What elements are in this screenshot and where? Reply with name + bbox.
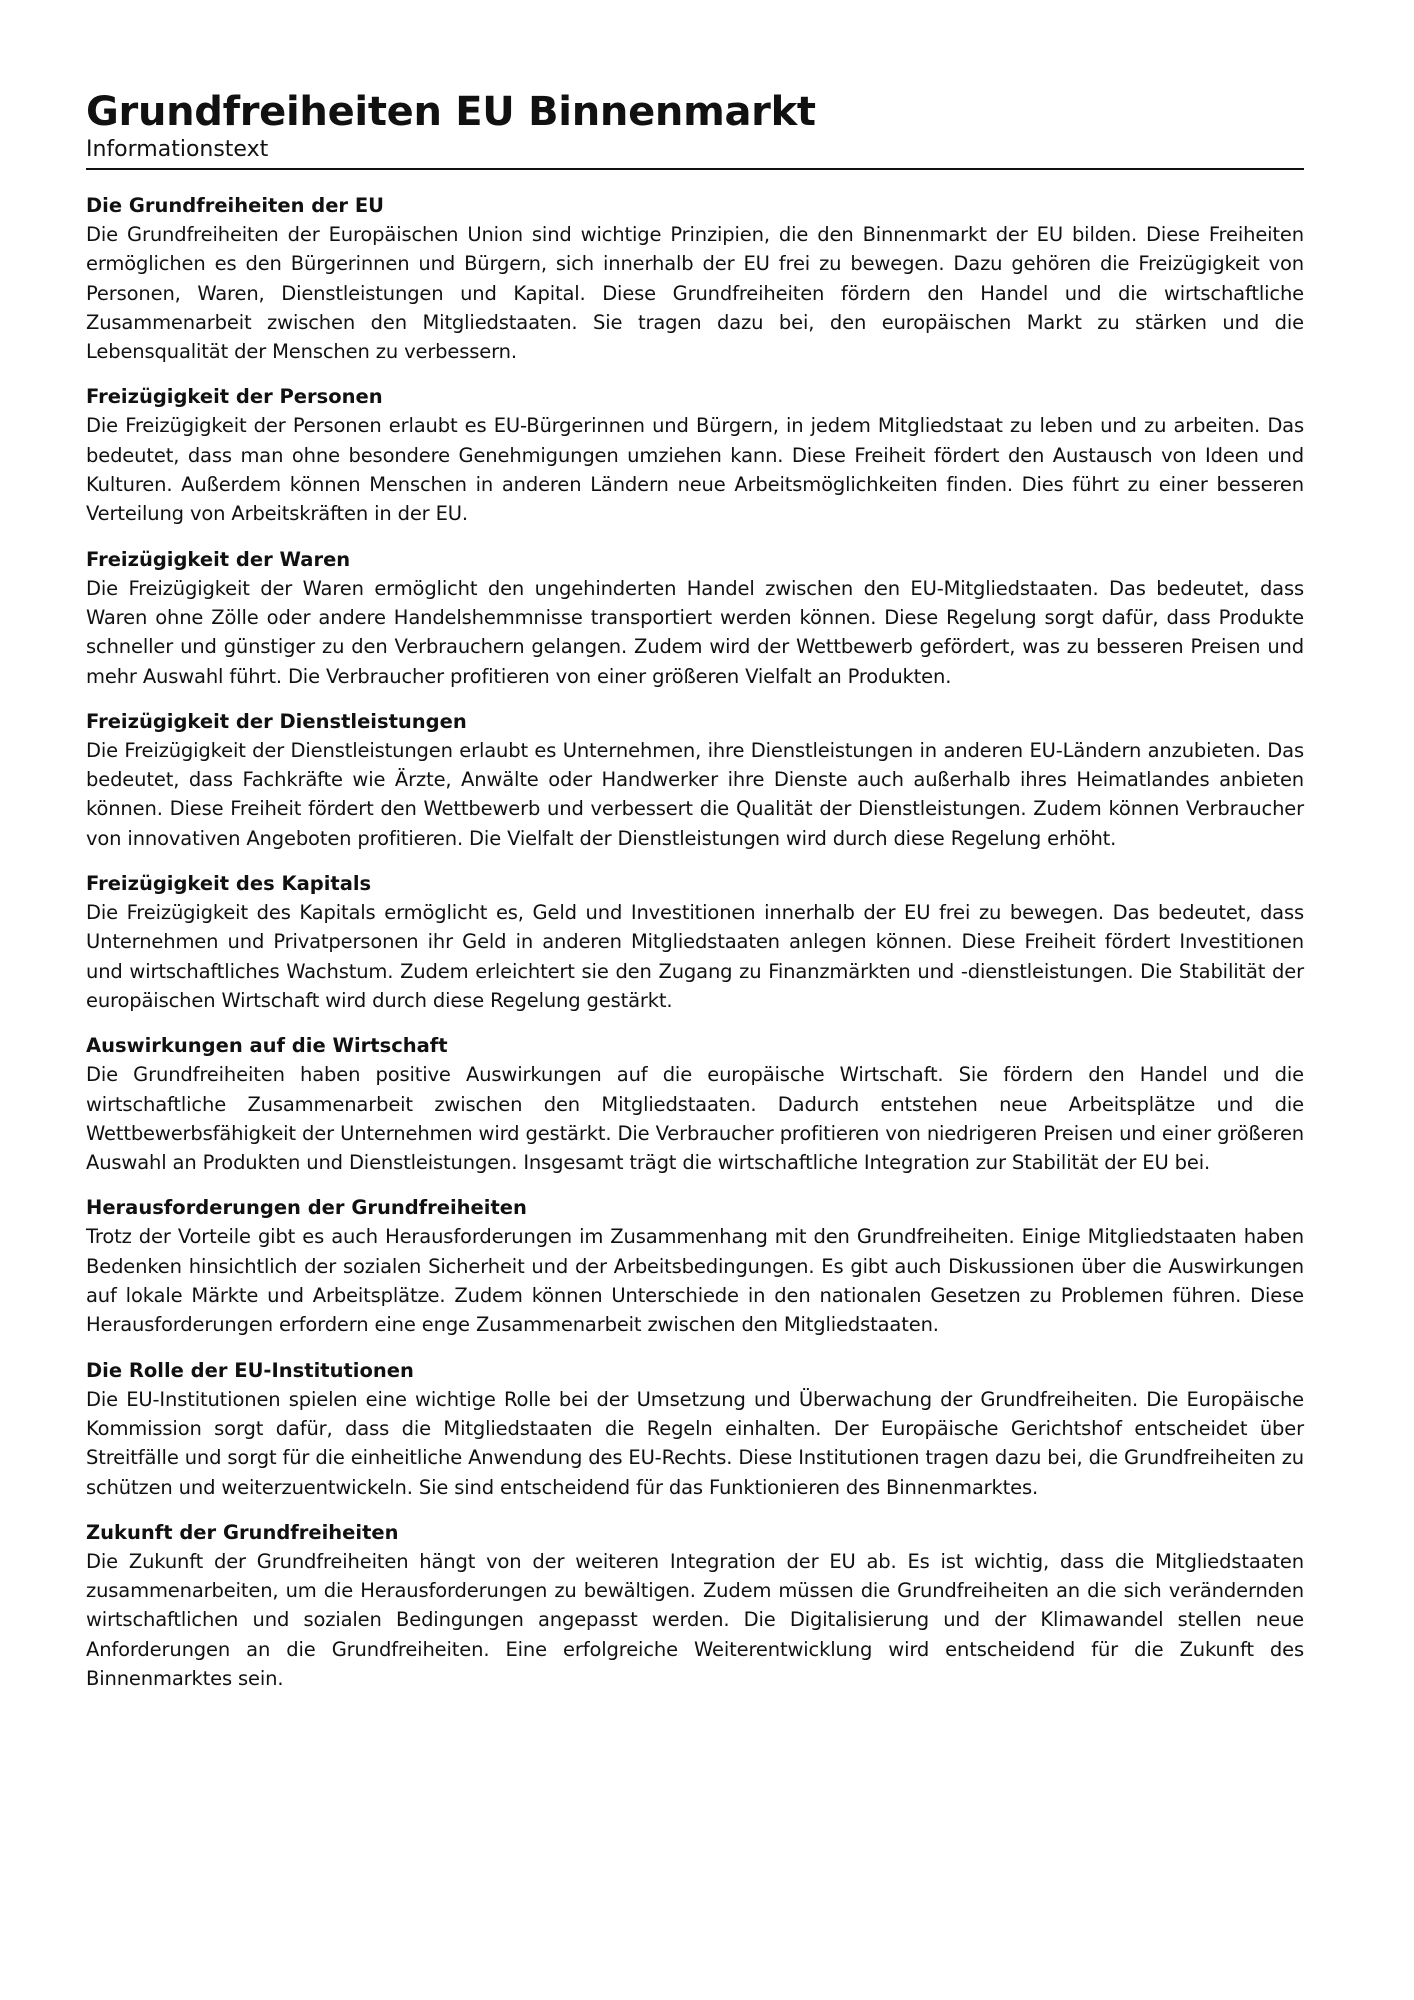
section-body: Trotz der Vorteile gibt es auch Herausforderungen im Zusammenhang mit den Grundfreiheiten. Einige Mitgliedstaaten haben Bedenken hinsichtlich der sozialen Sicherheit und der Arbeitsbedingungen. Es gibt auch Diskussionen über die Auswirkungen auf lokale Märkte und Arbeitsplätze. Zudem können Unterschiede in den nationalen Gesetzen zu Problemen führen. Diese Herausforderungen erfordern eine enge Zusammenarbeit zwischen den Mitgliedstaaten. — [86, 1225, 1304, 1337]
section-body: Die Freizügigkeit der Dienstleistungen erlaubt es Unternehmen, ihre Dienstleistungen in anderen EU-Ländern anzubieten. Das bedeutet, dass Fachkräfte wie Ärzte, Anwälte oder Handwerker ihre Dienste auch außerhalb ihres Heimatlandes anbieten können. Diese Freiheit fördert den Wettbewerb und verbessert die Qualität der Dienstleistungen. Zudem können Verbraucher von innovativen Angeboten profitieren. Die Vielfalt der Dienstleistungen wird durch diese Regelung erhöht. — [86, 738, 1304, 850]
section-herausforderungen — [86, 1194, 1304, 1339]
document-subtitle: Informationstext — [86, 136, 1304, 170]
section-heading: Auswirkungen auf die Wirtschaft — [86, 1034, 448, 1058]
section-personen — [86, 383, 1304, 528]
document-title: Grundfreiheiten EU Binnenmarkt — [86, 89, 816, 135]
section-heading: Zukunft der Grundfreiheiten — [86, 1520, 399, 1544]
section-body: Die Grundfreiheiten haben positive Auswirkungen auf die europäische Wirtschaft. Sie fördern den Handel und die wirtschaftliche Zusammenarbeit zwischen den Mitgliedstaaten. Dadurch entstehen neue Arbeitsplätze und die Wettbewerbsfähigkeit der Unternehmen wird gestärkt. Die Verbraucher profitieren von niedrigeren Preisen und einer größeren Auswahl an Produkten und Dienstleistungen. Insgesamt trägt die wirtschaftliche Integration zur Stabilität der EU bei. — [86, 1063, 1304, 1175]
section-body: Die Grundfreiheiten der Europäischen Union sind wichtige Prinzipien, die den Binnenmarkt der EU bilden. Diese Freiheiten ermöglichen es den Bürgerinnen und Bürgern, sich innerhalb der EU frei zu bewegen. Dazu gehören die Freizügigkeit von Personen, Waren, Dienstleistungen und Kapital. Diese Grundfreiheiten fördern den Handel und die wirtschaftliche Zusammenarbeit zwischen den Mitgliedstaaten. Sie tragen dazu bei, den europäischen Markt zu stärken und die Lebensqualität der Menschen zu verbessern. — [86, 223, 1304, 364]
section-heading: Die Grundfreiheiten der EU — [86, 194, 384, 217]
sections-container — [86, 192, 1304, 1693]
section-waren — [86, 546, 1304, 691]
section-kapital — [86, 870, 1304, 1015]
section-body: Die Zukunft der Grundfreiheiten hängt von der weiteren Integration der EU ab. Es ist wichtig, dass die Mitgliedstaaten zusammenarbeiten, um die Herausforderungen zu bewältigen. Zudem müssen die Grundfreiheiten an die sich verändernden wirtschaftlichen und sozialen Bedingungen angepasst werden. Die Digitalisierung und der Klimawandel stellen neue Anforderungen an die Grundfreiheiten. Eine erfolgreiche Weiterentwicklung wird entscheidend für die Zukunft des Binnenmarktes sein. — [86, 1549, 1304, 1690]
section-heading: Freizügigkeit des Kapitals — [86, 872, 372, 896]
document-page — [86, 88, 1304, 1710]
section-heading: Freizügigkeit der Personen — [86, 385, 383, 409]
section-body: Die EU-Institutionen spielen eine wichtige Rolle bei der Umsetzung und Überwachung der Grundfreiheiten. Die Europäische Kommission sorgt dafür, dass die Mitgliedstaaten die Regeln einhalten. Der Europäische Gerichtshof entscheidet über Streitfälle und sorgt für die einheitliche Anwendung des EU-Rechts. Diese Institutionen tragen dazu bei, die Grundfreiheiten zu schützen und weiterzuentwickeln. Sie sind entscheidend für das Funktionieren des Binnenmarktes. — [86, 1387, 1305, 1499]
section-heading: Freizügigkeit der Dienstleistungen — [86, 709, 467, 733]
section-body: Die Freizügigkeit der Waren ermöglicht den ungehinderten Handel zwischen den EU-Mitgliedstaaten. Das bedeutet, dass Waren ohne Zölle oder andere Handelshemmnisse transportiert werden können. Diese Regelung sorgt dafür, dass Produkte schneller und günstiger zu den Verbrauchern gelangen. Zudem wird der Wettbewerb gefördert, was zu besseren Preisen und mehr Auswahl führt. Die Verbraucher profitieren von einer größeren Vielfalt an Produkten. — [86, 576, 1304, 688]
section-zukunft — [86, 1519, 1304, 1693]
section-dienstleistungen — [86, 708, 1304, 853]
section-body: Die Freizügigkeit des Kapitals ermöglicht es, Geld und Investitionen innerhalb der EU frei zu bewegen. Das bedeutet, dass Unternehmen und Privatpersonen ihr Geld in anderen Mitgliedstaaten anlegen können. Diese Freiheit fördert Investitionen und wirtschaftliches Wachstum. Zudem erleichtert sie den Zugang zu Finanzmärkten und -dienstleistungen. Die Stabilität der europäischen Wirtschaft wird durch diese Regelung gestärkt. — [86, 901, 1304, 1012]
section-heading: Die Rolle der EU-Institutionen — [86, 1358, 414, 1382]
section-wirtschaft — [86, 1032, 1304, 1177]
section-heading: Herausforderungen der Grundfreiheiten — [86, 1196, 527, 1220]
section-body: Die Freizügigkeit der Personen erlaubt es EU-Bürgerinnen und Bürgern, in jedem Mitgliedstaat zu leben und zu arbeiten. Das bedeutet, dass man ohne besondere Genehmigungen umziehen kann. Diese Freiheit fördert den Austausch von Ideen und Kulturen. Außerdem können Menschen in anderen Ländern neue Arbeitsmöglichkeiten finden. Dies führt zu einer besseren Verteilung von Arbeitskräften in der EU. — [86, 414, 1304, 526]
section-heading: Freizügigkeit der Waren — [86, 547, 351, 571]
section-institutionen — [86, 1357, 1304, 1502]
section-grundfreiheiten — [86, 192, 1304, 366]
